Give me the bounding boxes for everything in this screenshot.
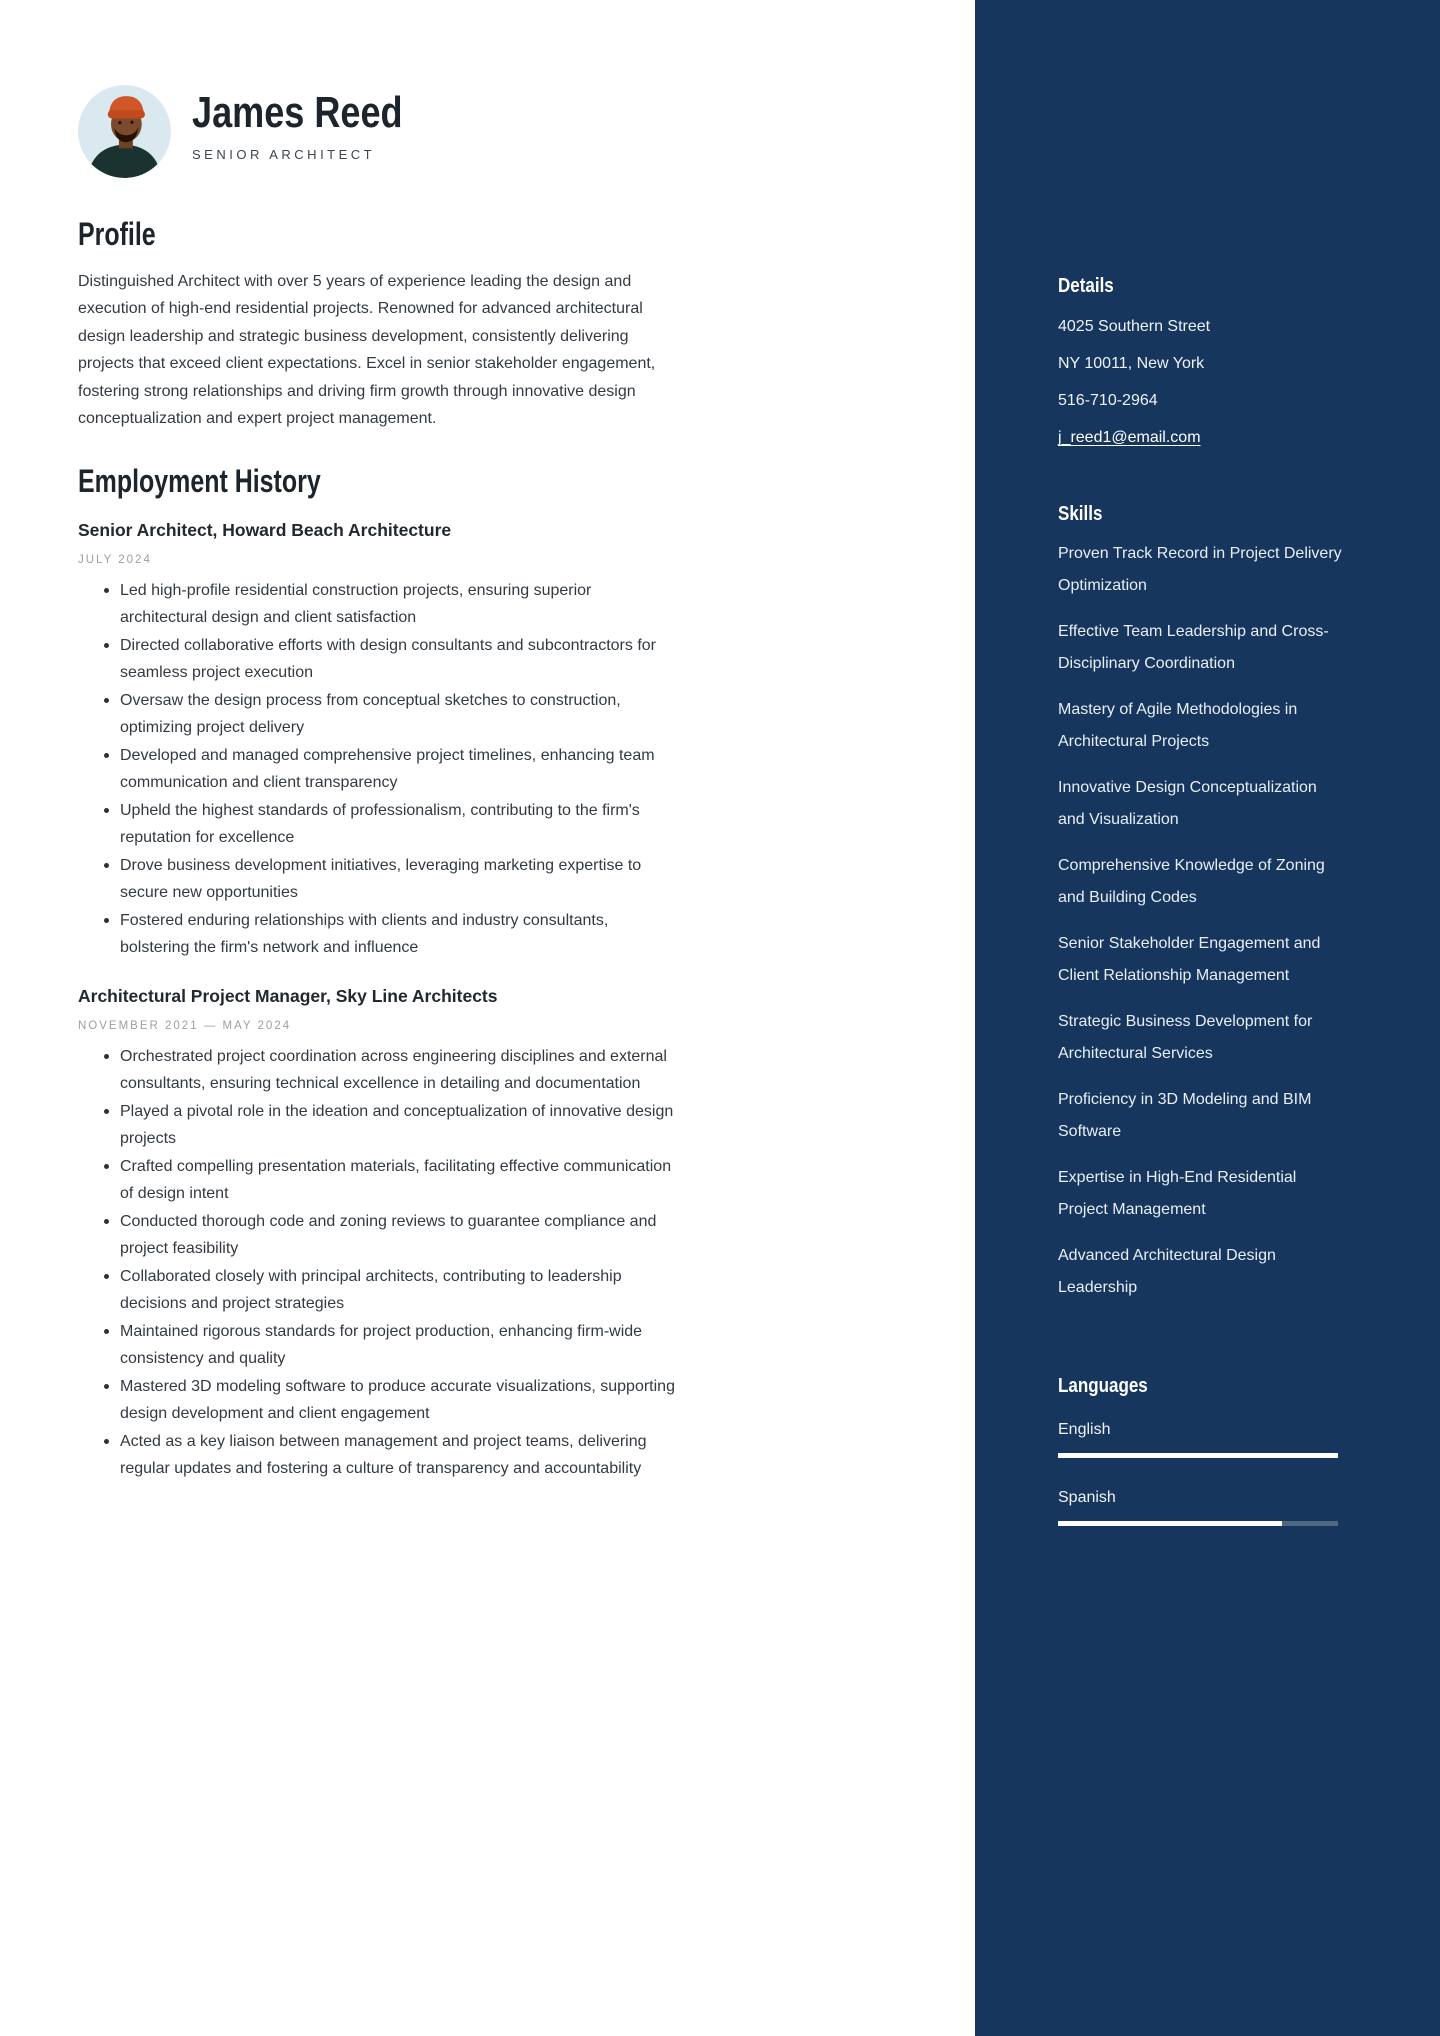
bullet-item: Crafted compelling presentation materials, facilitating effective communication of design intent: [120, 1153, 678, 1208]
skill-item: Advanced Architectural Design Leadership: [1058, 1247, 1276, 1296]
bullet-item: Directed collaborative efforts with design consultants and subcontractors for seamless project execution: [120, 632, 678, 687]
skill-item: Strategic Business Development for Architectural Services: [1058, 1013, 1313, 1062]
bullet-item: Maintained rigorous standards for project production, enhancing firm-wide consistency and quality: [120, 1318, 678, 1373]
language-progress-fill: [1058, 1521, 1282, 1526]
language-row-english: [1058, 1421, 1343, 1458]
language-progress-fill: [1058, 1453, 1338, 1458]
job-date: NOVEMBER 2021 — MAY 2024: [78, 1019, 292, 1032]
bullet-item: Conducted thorough code and zoning reviews to guarantee compliance and project feasibility: [120, 1208, 678, 1263]
header: [78, 85, 975, 178]
skill-item: Senior Stakeholder Engagement and Client Relationship Management: [1058, 935, 1321, 984]
candidate-name: James Reed: [192, 88, 403, 137]
job-title-line: Senior Architect, Howard Beach Architecture: [78, 519, 452, 540]
employment-history-section: [78, 463, 975, 1483]
job-title-line: Architectural Project Manager, Sky Line Architects: [78, 985, 498, 1006]
profile-section: [78, 216, 975, 433]
profile-photo-illustration: [78, 85, 171, 178]
profile-photo: [78, 85, 171, 178]
bullet-item: Mastered 3D modeling software to produce accurate visualizations, supporting design development and client engagement: [120, 1373, 678, 1428]
phone-number: 516-710-2964: [1058, 392, 1158, 409]
bullet-item: Led high-profile residential construction projects, ensuring superior architectural design and client satisfaction: [120, 577, 678, 632]
details-heading: Details: [1058, 275, 1114, 297]
language-name: English: [1058, 1421, 1111, 1438]
bullet-list: [78, 1043, 678, 1483]
skill-item: Comprehensive Knowledge of Zoning and Building Codes: [1058, 857, 1325, 906]
language-name: Spanish: [1058, 1489, 1116, 1506]
languages-heading: Languages: [1058, 1375, 1148, 1397]
profile-text: Distinguished Architect with over 5 years of experience leading the design and execution of high-end residential projects. Renowned for advanced architectural design leadership and strategic business development, consistently delivering projects that exceed client expectations. Excel in senior stakeholder engagement, fostering strong relationships and driving firm growth through innovative design conceptualization and expert project management.: [78, 272, 656, 428]
bullet-list: [78, 577, 678, 962]
skills-heading: Skills: [1058, 503, 1103, 525]
languages-section: [1058, 1375, 1343, 1526]
profile-heading: Profile: [78, 216, 156, 252]
skill-item: Proficiency in 3D Modeling and BIM Software: [1058, 1091, 1312, 1140]
language-progress-bar: [1058, 1453, 1338, 1458]
bullet-item: Developed and managed comprehensive project timelines, enhancing team communication and client transparency: [120, 742, 678, 797]
bullet-item: Oversaw the design process from conceptual sketches to construction, optimizing project delivery: [120, 687, 678, 742]
job-entry-project-manager: [78, 986, 975, 1483]
address-line-2: NY 10011, New York: [1058, 355, 1205, 372]
bullet-item: Collaborated closely with principal architects, contributing to leadership decisions and project strategies: [120, 1263, 678, 1318]
bullet-item: Played a pivotal role in the ideation and conceptualization of innovative design projects: [120, 1098, 678, 1153]
skill-item: Expertise in High-End Residential Project Management: [1058, 1169, 1297, 1218]
sidebar: [975, 0, 1440, 2036]
name-block: [192, 85, 449, 162]
skill-item: Proven Track Record in Project Delivery Optimization: [1058, 545, 1342, 594]
bullet-item: Orchestrated project coordination across engineering disciplines and external consultants, ensuring technical excellence in detailing and documentation: [120, 1043, 678, 1098]
details-section: [1058, 275, 1343, 447]
skill-item: Effective Team Leadership and Cross-Disciplinary Coordination: [1058, 623, 1329, 672]
skill-item: Mastery of Agile Methodologies in Architectural Projects: [1058, 701, 1298, 750]
employment-history-heading: Employment History: [78, 462, 321, 499]
job-entry-senior-architect: [78, 520, 975, 962]
job-date: JULY 2024: [78, 553, 152, 566]
skill-item: Innovative Design Conceptualization and Visualization: [1058, 779, 1317, 828]
bullet-item: Drove business development initiatives, leveraging marketing expertise to secure new opportunities: [120, 852, 678, 907]
bullet-item: Upheld the highest standards of professionalism, contributing to the firm's reputation for excellence: [120, 797, 678, 852]
language-progress-bar: [1058, 1521, 1338, 1526]
email-link[interactable]: j_reed1@email.com: [1058, 429, 1201, 446]
bullet-item: Fostered enduring relationships with clients and industry consultants, bolstering the firm's network and influence: [120, 907, 678, 962]
candidate-job-title: SENIOR ARCHITECT: [192, 147, 376, 163]
bullet-item: Acted as a key liaison between management and project teams, delivering regular updates and fostering a culture of transparency and accountability: [120, 1428, 678, 1483]
address-line-1: 4025 Southern Street: [1058, 318, 1211, 335]
language-row-spanish: [1058, 1489, 1343, 1526]
skills-section: [1058, 503, 1343, 1303]
